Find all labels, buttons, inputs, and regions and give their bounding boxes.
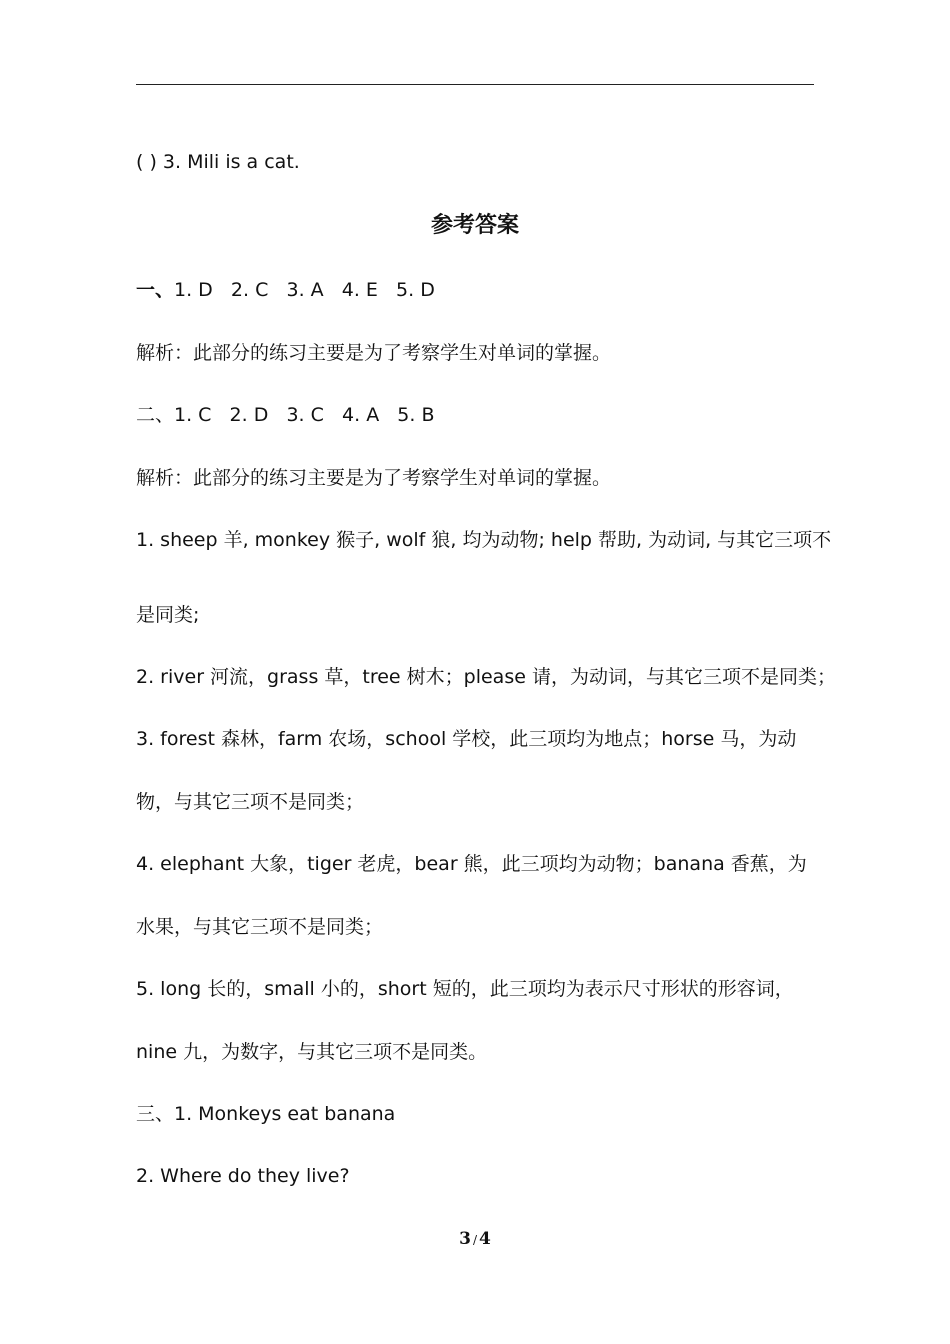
section2-note-5b: nine 九，为数字，与其它三项不是同类。: [136, 1041, 488, 1063]
question-item-3: ( ) 3. Mili is a cat.: [136, 151, 300, 173]
page-separator: /: [472, 1233, 478, 1247]
section1-analysis: 解析：此部分的练习主要是为了考察学生对单词的掌握。: [136, 342, 612, 364]
section2-note-3a: 3. forest 森林，farm 农场，school 学校，此三项均为地点；horse 马，为动: [136, 728, 797, 750]
section3-line-1: 三、1. Monkeys eat banana: [136, 1103, 396, 1125]
section2-answers: 二、1. C 2. D 3. C 4. A 5. B: [136, 404, 435, 426]
current-page-number: 3: [459, 1229, 471, 1249]
section2-note-5a: 5. long 长的，small 小的，short 短的，此三项均为表示尺寸形状的形容词，: [136, 978, 794, 1000]
header-rule: [136, 84, 814, 85]
section2-note-1a: 1. sheep 羊, monkey 猴子, wolf 狼, 均为动物; help 帮助, 为动词, 与其它三项不: [136, 529, 832, 551]
section2-analysis: 解析：此部分的练习主要是为了考察学生对单词的掌握。: [136, 467, 612, 489]
section2-note-4b: 水果，与其它三项不是同类；: [136, 916, 384, 938]
section1-prefix: 一、: [136, 279, 175, 301]
answer-key-title: 参考答案: [430, 213, 519, 238]
section2-note-3b: 物，与其它三项不是同类；: [136, 791, 365, 813]
section1-answer-list: 1. D 2. C 3. A 4. E 5. D: [174, 279, 435, 301]
section1-answers: [136, 277, 826, 303]
page-number: [0, 1227, 950, 1252]
section2-note-2: 2. river 河流，grass 草，tree 树木；please 请，为动词，与其它三项不是同类；: [136, 666, 836, 688]
section3-line-2: 2. Where do they live?: [136, 1165, 350, 1187]
section2-note-1b: 是同类;: [136, 604, 200, 626]
total-page-number: 4: [479, 1229, 491, 1249]
section2-note-4a: 4. elephant 大象，tiger 老虎，bear 熊，此三项均为动物；banana 香蕉，为: [136, 853, 807, 875]
